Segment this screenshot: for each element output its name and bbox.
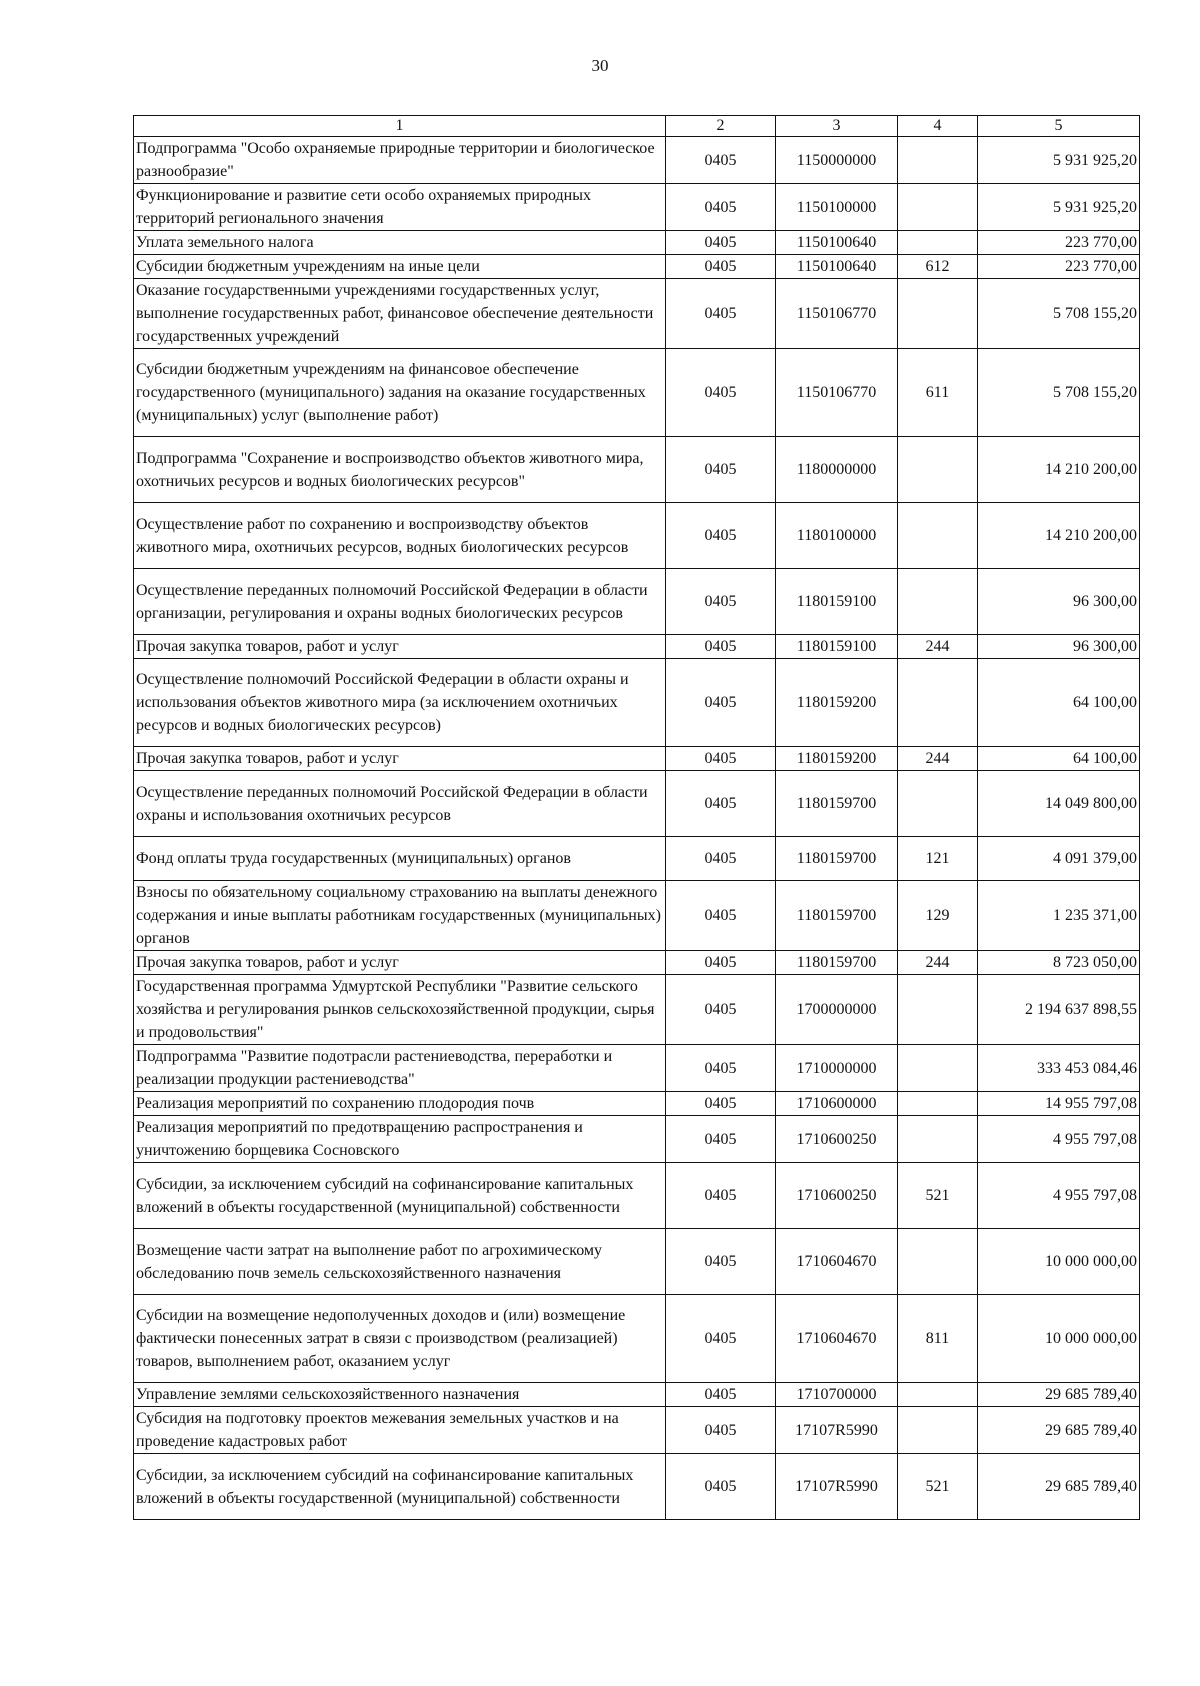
row-section-cell: 0405 bbox=[666, 1454, 776, 1520]
row-section-cell: 0405 bbox=[666, 659, 776, 747]
row-name-cell: Осуществление переданных полномочий Российской Федерации в области охраны и использования охотничьих ресурсов bbox=[134, 771, 666, 837]
table-row bbox=[134, 437, 1140, 503]
row-sum-cell: 5 708 155,20 bbox=[978, 349, 1140, 437]
row-sum-cell: 5 931 925,20 bbox=[978, 184, 1140, 231]
row-sum-cell: 8 723 050,00 bbox=[978, 951, 1140, 975]
row-name-cell: Оказание государственными учреждениями государственных услуг, выполнение государственных работ, финансовое обеспечение деятельности государственных учреждений bbox=[134, 279, 666, 349]
row-name-cell: Прочая закупка товаров, работ и услуг bbox=[134, 747, 666, 771]
row-name-cell: Взносы по обязательному социальному страхованию на выплаты денежного содержания и иные выплаты работникам государственных (муниципальных) органов bbox=[134, 881, 666, 951]
row-code-cell: 1150100000 bbox=[776, 184, 898, 231]
header-cell: 1 bbox=[134, 116, 666, 137]
row-sum-cell: 64 100,00 bbox=[978, 747, 1140, 771]
table-row bbox=[134, 184, 1140, 231]
row-sum-cell: 333 453 084,46 bbox=[978, 1045, 1140, 1092]
row-sum-cell: 4 955 797,08 bbox=[978, 1116, 1140, 1163]
row-name-cell: Подпрограмма "Особо охраняемые природные территории и биологическое разнообразие" bbox=[134, 137, 666, 184]
row-sum-cell: 96 300,00 bbox=[978, 569, 1140, 635]
table-row bbox=[134, 279, 1140, 349]
table-row bbox=[134, 1229, 1140, 1295]
row-name-cell: Субсидии бюджетным учреждениям на иные цели bbox=[134, 255, 666, 279]
row-kind-cell bbox=[898, 771, 978, 837]
header-cell: 2 bbox=[666, 116, 776, 137]
row-kind-cell bbox=[898, 279, 978, 349]
row-code-cell: 1150100640 bbox=[776, 231, 898, 255]
row-sum-cell: 2 194 637 898,55 bbox=[978, 975, 1140, 1045]
row-kind-cell bbox=[898, 1383, 978, 1407]
row-kind-cell bbox=[898, 137, 978, 184]
row-code-cell: 1710604670 bbox=[776, 1229, 898, 1295]
row-name-cell: Уплата земельного налога bbox=[134, 231, 666, 255]
row-kind-cell bbox=[898, 184, 978, 231]
row-code-cell: 1150106770 bbox=[776, 349, 898, 437]
row-code-cell: 1180159700 bbox=[776, 951, 898, 975]
table-row bbox=[134, 747, 1140, 771]
row-kind-cell bbox=[898, 975, 978, 1045]
row-name-cell: Субсидии, за исключением субсидий на софинансирование капитальных вложений в объекты государственной (муниципальной) собственности bbox=[134, 1454, 666, 1520]
row-section-cell: 0405 bbox=[666, 569, 776, 635]
row-kind-cell bbox=[898, 1116, 978, 1163]
row-name-cell: Субсидия на подготовку проектов межевания земельных участков и на проведение кадастровых работ bbox=[134, 1407, 666, 1454]
row-sum-cell: 29 685 789,40 bbox=[978, 1383, 1140, 1407]
row-sum-cell: 10 000 000,00 bbox=[978, 1229, 1140, 1295]
header-cell: 3 bbox=[776, 116, 898, 137]
row-section-cell: 0405 bbox=[666, 747, 776, 771]
row-name-cell: Возмещение части затрат на выполнение работ по агрохимическому обследованию почв земель сельскохозяйственного назначения bbox=[134, 1229, 666, 1295]
table-row bbox=[134, 951, 1140, 975]
row-name-cell: Государственная программа Удмуртской Республики "Развитие сельского хозяйства и регулирования рынков сельскохозяйственной продукции, сырья и продовольствия" bbox=[134, 975, 666, 1045]
row-code-cell: 1180159700 bbox=[776, 771, 898, 837]
row-name-cell: Прочая закупка товаров, работ и услуг bbox=[134, 635, 666, 659]
row-name-cell: Осуществление полномочий Российской Федерации в области охраны и использования объектов животного мира (за исключением охотничьих ресурсов и водных биологических ресурсов) bbox=[134, 659, 666, 747]
row-kind-cell: 612 bbox=[898, 255, 978, 279]
row-name-cell: Управление землями сельскохозяйственного назначения bbox=[134, 1383, 666, 1407]
row-section-cell: 0405 bbox=[666, 1295, 776, 1383]
budget-table bbox=[133, 115, 1140, 1520]
row-name-cell: Субсидии на возмещение недополученных доходов и (или) возмещение фактически понесенных затрат в связи с производством (реализацией) товаров, выполнением работ, оказанием услуг bbox=[134, 1295, 666, 1383]
row-code-cell: 1180159200 bbox=[776, 747, 898, 771]
row-name-cell: Осуществление переданных полномочий Российской Федерации в области организации, регулирования и охраны водных биологических ресурсов bbox=[134, 569, 666, 635]
row-kind-cell: 244 bbox=[898, 747, 978, 771]
table-row bbox=[134, 231, 1140, 255]
row-section-cell: 0405 bbox=[666, 349, 776, 437]
table-row bbox=[134, 1407, 1140, 1454]
row-section-cell: 0405 bbox=[666, 231, 776, 255]
table-row bbox=[134, 1045, 1140, 1092]
row-name-cell: Фонд оплаты труда государственных (муниципальных) органов bbox=[134, 837, 666, 881]
row-code-cell: 17107R5990 bbox=[776, 1407, 898, 1454]
row-kind-cell: 521 bbox=[898, 1163, 978, 1229]
table-row bbox=[134, 1163, 1140, 1229]
row-sum-cell: 29 685 789,40 bbox=[978, 1454, 1140, 1520]
row-kind-cell bbox=[898, 1092, 978, 1116]
row-code-cell: 1710600250 bbox=[776, 1163, 898, 1229]
table-row bbox=[134, 659, 1140, 747]
row-section-cell: 0405 bbox=[666, 255, 776, 279]
row-code-cell: 1180159100 bbox=[776, 635, 898, 659]
table-row bbox=[134, 255, 1140, 279]
row-sum-cell: 4 091 379,00 bbox=[978, 837, 1140, 881]
row-section-cell: 0405 bbox=[666, 635, 776, 659]
row-section-cell: 0405 bbox=[666, 1229, 776, 1295]
row-kind-cell bbox=[898, 437, 978, 503]
table-row bbox=[134, 975, 1140, 1045]
row-code-cell: 1150000000 bbox=[776, 137, 898, 184]
row-name-cell: Подпрограмма "Развитие подотрасли растениеводства, переработки и реализации продукции растениеводства" bbox=[134, 1045, 666, 1092]
row-code-cell: 1710600250 bbox=[776, 1116, 898, 1163]
row-kind-cell bbox=[898, 1229, 978, 1295]
row-code-cell: 1180159700 bbox=[776, 881, 898, 951]
row-code-cell: 1180159100 bbox=[776, 569, 898, 635]
row-code-cell: 1150100640 bbox=[776, 255, 898, 279]
row-name-cell: Субсидии бюджетным учреждениям на финансовое обеспечение государственного (муниципального) задания на оказание государственных (муниципальных) услуг (выполнение работ) bbox=[134, 349, 666, 437]
row-section-cell: 0405 bbox=[666, 1116, 776, 1163]
row-code-cell: 1180159200 bbox=[776, 659, 898, 747]
row-code-cell: 1180159700 bbox=[776, 837, 898, 881]
row-section-cell: 0405 bbox=[666, 837, 776, 881]
table-body bbox=[134, 137, 1140, 1520]
row-kind-cell: 129 bbox=[898, 881, 978, 951]
row-sum-cell: 96 300,00 bbox=[978, 635, 1140, 659]
table-row bbox=[134, 349, 1140, 437]
row-name-cell: Функционирование и развитие сети особо охраняемых природных территорий регионального значения bbox=[134, 184, 666, 231]
row-sum-cell: 29 685 789,40 bbox=[978, 1407, 1140, 1454]
row-section-cell: 0405 bbox=[666, 137, 776, 184]
header-cell: 5 bbox=[978, 116, 1140, 137]
row-kind-cell bbox=[898, 1407, 978, 1454]
row-section-cell: 0405 bbox=[666, 1407, 776, 1454]
row-sum-cell: 5 708 155,20 bbox=[978, 279, 1140, 349]
row-section-cell: 0405 bbox=[666, 184, 776, 231]
row-sum-cell: 5 931 925,20 bbox=[978, 137, 1140, 184]
row-section-cell: 0405 bbox=[666, 279, 776, 349]
row-kind-cell: 611 bbox=[898, 349, 978, 437]
row-section-cell: 0405 bbox=[666, 503, 776, 569]
row-kind-cell: 244 bbox=[898, 635, 978, 659]
row-section-cell: 0405 bbox=[666, 975, 776, 1045]
row-sum-cell: 4 955 797,08 bbox=[978, 1163, 1140, 1229]
table-row bbox=[134, 1116, 1140, 1163]
row-kind-cell bbox=[898, 231, 978, 255]
table-row bbox=[134, 137, 1140, 184]
row-code-cell: 1150106770 bbox=[776, 279, 898, 349]
row-name-cell: Прочая закупка товаров, работ и услуг bbox=[134, 951, 666, 975]
row-code-cell: 1180100000 bbox=[776, 503, 898, 569]
row-kind-cell: 121 bbox=[898, 837, 978, 881]
row-code-cell: 1700000000 bbox=[776, 975, 898, 1045]
table-header-row bbox=[134, 116, 1140, 137]
row-section-cell: 0405 bbox=[666, 1045, 776, 1092]
row-code-cell: 1180000000 bbox=[776, 437, 898, 503]
table-row bbox=[134, 837, 1140, 881]
header-cell: 4 bbox=[898, 116, 978, 137]
table-row bbox=[134, 1092, 1140, 1116]
row-name-cell: Субсидии, за исключением субсидий на софинансирование капитальных вложений в объекты государственной (муниципальной) собственности bbox=[134, 1163, 666, 1229]
row-code-cell: 1710700000 bbox=[776, 1383, 898, 1407]
table-row bbox=[134, 569, 1140, 635]
row-kind-cell bbox=[898, 1045, 978, 1092]
table-row bbox=[134, 771, 1140, 837]
row-code-cell: 1710000000 bbox=[776, 1045, 898, 1092]
row-sum-cell: 1 235 371,00 bbox=[978, 881, 1140, 951]
row-name-cell: Реализация мероприятий по предотвращению распространения и уничтожению борщевика Сосновского bbox=[134, 1116, 666, 1163]
row-code-cell: 1710600000 bbox=[776, 1092, 898, 1116]
table-row bbox=[134, 1295, 1140, 1383]
row-section-cell: 0405 bbox=[666, 771, 776, 837]
row-section-cell: 0405 bbox=[666, 881, 776, 951]
row-sum-cell: 223 770,00 bbox=[978, 231, 1140, 255]
row-section-cell: 0405 bbox=[666, 951, 776, 975]
row-section-cell: 0405 bbox=[666, 1163, 776, 1229]
table-row bbox=[134, 503, 1140, 569]
row-sum-cell: 64 100,00 bbox=[978, 659, 1140, 747]
table-row bbox=[134, 635, 1140, 659]
row-kind-cell: 521 bbox=[898, 1454, 978, 1520]
row-section-cell: 0405 bbox=[666, 1383, 776, 1407]
row-sum-cell: 14 210 200,00 bbox=[978, 503, 1140, 569]
row-kind-cell bbox=[898, 659, 978, 747]
row-name-cell: Подпрограмма "Сохранение и воспроизводство объектов животного мира, охотничьих ресурсов и водных биологических ресурсов" bbox=[134, 437, 666, 503]
row-sum-cell: 14 210 200,00 bbox=[978, 437, 1140, 503]
table-row bbox=[134, 1383, 1140, 1407]
row-kind-cell: 244 bbox=[898, 951, 978, 975]
row-kind-cell bbox=[898, 503, 978, 569]
row-sum-cell: 14 049 800,00 bbox=[978, 771, 1140, 837]
row-sum-cell: 14 955 797,08 bbox=[978, 1092, 1140, 1116]
row-kind-cell bbox=[898, 569, 978, 635]
table-row bbox=[134, 1454, 1140, 1520]
row-kind-cell: 811 bbox=[898, 1295, 978, 1383]
row-sum-cell: 223 770,00 bbox=[978, 255, 1140, 279]
row-section-cell: 0405 bbox=[666, 1092, 776, 1116]
row-code-cell: 1710604670 bbox=[776, 1295, 898, 1383]
page-number: 30 bbox=[591, 56, 609, 75]
row-section-cell: 0405 bbox=[666, 437, 776, 503]
table-row bbox=[134, 881, 1140, 951]
row-code-cell: 17107R5990 bbox=[776, 1454, 898, 1520]
row-name-cell: Реализация мероприятий по сохранению плодородия почв bbox=[134, 1092, 666, 1116]
row-sum-cell: 10 000 000,00 bbox=[978, 1295, 1140, 1383]
row-name-cell: Осуществление работ по сохранению и воспроизводству объектов животного мира, охотничьих ресурсов, водных биологических ресурсов bbox=[134, 503, 666, 569]
